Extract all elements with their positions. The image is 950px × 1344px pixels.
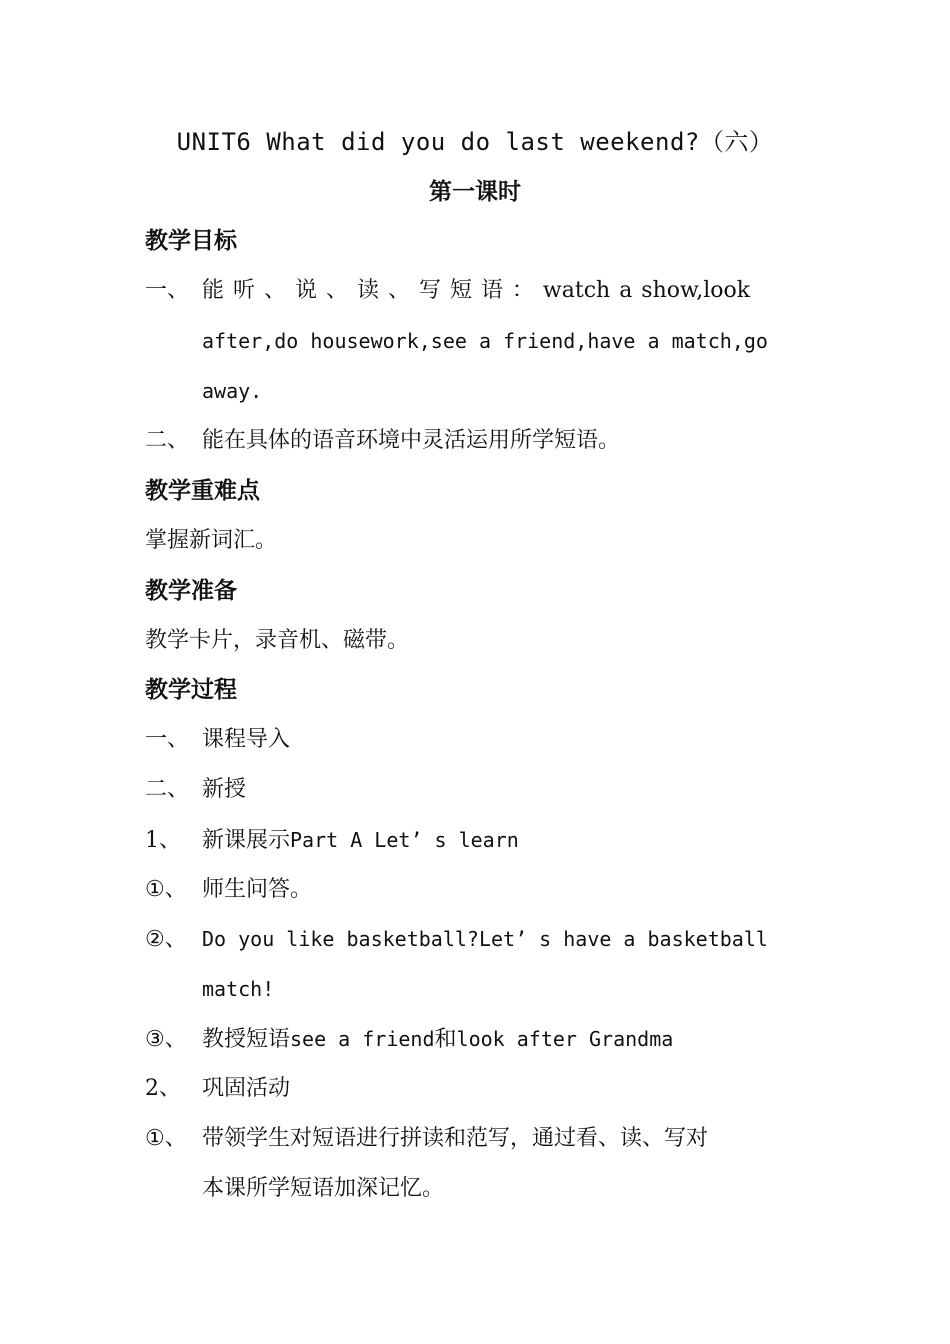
item-c1-text: 师生问答。 bbox=[202, 877, 313, 902]
objective-1-text-line-2: after,do housework,see a friend,have a match,go bbox=[202, 329, 768, 353]
item-c2-text-line-1: Do you like basketball?Let’ s have a basketball bbox=[202, 927, 768, 951]
item-c1-number: ①、 bbox=[145, 877, 187, 902]
objective-2-text: 能在具体的语音环境中灵活运用所学短语。 bbox=[202, 428, 621, 453]
substep-1-number: 1、 bbox=[145, 828, 181, 853]
item-d1-text-line-1: 带领学生对短语进行拼读和范写，通过看、读、写对 bbox=[202, 1126, 709, 1151]
item-d1-line-1 bbox=[145, 1124, 807, 1154]
item-d1-text-line-2: 本课所学短语加深记忆。 bbox=[202, 1176, 445, 1201]
objective-1-text-line-3: away. bbox=[202, 379, 263, 403]
item-c3-en-1: see a friend bbox=[290, 1027, 435, 1051]
keypoints-heading: 教学重难点 bbox=[145, 477, 260, 504]
item-c3-cn-1: 教授短语 bbox=[202, 1027, 291, 1052]
item-c3-en-2: look after Grandma bbox=[456, 1027, 674, 1051]
item-c3-cn-2: 和 bbox=[434, 1027, 457, 1052]
objective-2-number: 二、 bbox=[145, 428, 190, 453]
step-2-number: 二、 bbox=[145, 777, 190, 802]
step-1 bbox=[145, 725, 807, 755]
substep-1 bbox=[145, 825, 807, 856]
keypoints-text: 掌握新词汇。 bbox=[145, 528, 278, 553]
item-c3 bbox=[145, 1024, 807, 1055]
document-title: UNIT6 What did you do last weekend?（六） bbox=[176, 128, 774, 156]
item-c2-line-1 bbox=[145, 924, 807, 955]
step-1-text: 课程导入 bbox=[202, 727, 291, 752]
step-2 bbox=[145, 775, 807, 805]
substep-2-number: 2、 bbox=[145, 1076, 181, 1101]
step-1-number: 一、 bbox=[145, 727, 190, 752]
substep-1-text-cn: 新课展示 bbox=[202, 828, 291, 853]
item-d1-number: ①、 bbox=[145, 1126, 187, 1151]
objective-2 bbox=[145, 426, 807, 456]
objective-1-text-line-1: 能 听 、 说 、 读 、 写 短 语 ： watch a show,look bbox=[202, 278, 751, 303]
item-c3-number: ③、 bbox=[145, 1027, 187, 1052]
objective-1-number: 一、 bbox=[145, 278, 190, 303]
objective-1-line-1 bbox=[145, 276, 807, 306]
preparation-heading: 教学准备 bbox=[145, 577, 237, 604]
process-heading: 教学过程 bbox=[145, 676, 237, 703]
lesson-subtitle: 第一课时 bbox=[429, 178, 521, 205]
objectives-heading: 教学目标 bbox=[145, 227, 237, 254]
substep-1-text-en: Part A Let’ s learn bbox=[290, 828, 519, 852]
preparation-text: 教学卡片，录音机、磁带。 bbox=[145, 628, 410, 653]
substep-2-text: 巩固活动 bbox=[202, 1076, 291, 1101]
step-2-text: 新授 bbox=[202, 777, 247, 802]
item-c2-text-line-2: match! bbox=[202, 977, 275, 1001]
item-c1 bbox=[145, 875, 807, 905]
item-c2-number: ②、 bbox=[145, 927, 187, 952]
substep-2 bbox=[145, 1074, 807, 1104]
